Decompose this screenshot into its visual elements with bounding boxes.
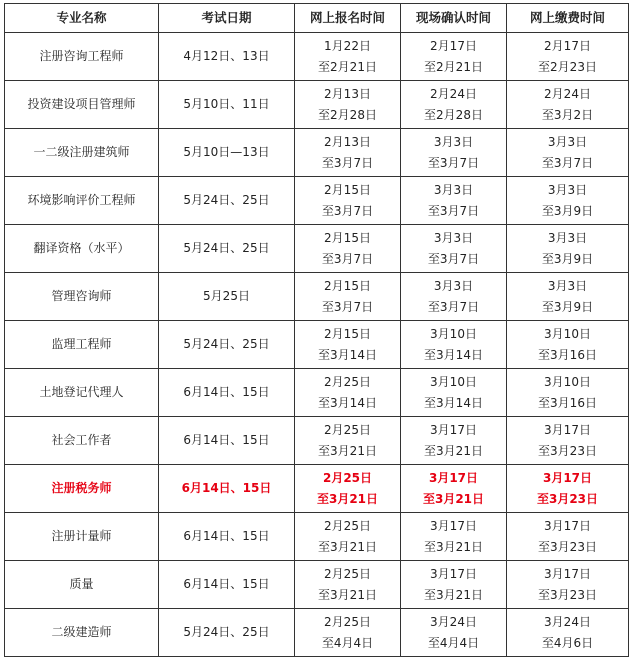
payment-period-end: 至3月16日	[538, 395, 597, 410]
exam-date: 6月14日、15日	[159, 369, 295, 417]
payment-period-end: 至3月9日	[541, 299, 594, 314]
registration-period	[295, 321, 401, 369]
confirmation-period-end: 至3月7日	[427, 155, 480, 170]
exam-date: 5月24日、25日	[159, 321, 295, 369]
payment-period-start: 3月3日	[547, 182, 588, 197]
registration-period-end: 至3月21日	[318, 587, 377, 602]
confirmation-period	[401, 321, 507, 369]
payment-period-end: 至3月23日	[538, 587, 597, 602]
profession-name: 管理咨询师	[5, 273, 159, 321]
payment-period	[507, 513, 629, 561]
registration-period-start: 1月22日	[324, 38, 371, 53]
registration-period-end: 至3月14日	[318, 347, 377, 362]
profession-name: 注册咨询工程师	[5, 33, 159, 81]
header-profession: 专业名称	[5, 4, 159, 33]
header-exam-date: 考试日期	[159, 4, 295, 33]
confirmation-period-end: 至3月14日	[424, 395, 483, 410]
table-row	[5, 369, 629, 417]
profession-name: 注册税务师	[5, 465, 159, 513]
registration-period-start: 2月25日	[324, 566, 371, 581]
payment-period	[507, 225, 629, 273]
payment-period-end: 至3月23日	[538, 443, 597, 458]
payment-period-start: 3月17日	[544, 518, 591, 533]
table-body	[5, 33, 629, 657]
profession-name: 二级建造师	[5, 609, 159, 657]
confirmation-period-start: 2月24日	[430, 86, 477, 101]
payment-period-start: 3月3日	[547, 134, 588, 149]
payment-period-end: 至3月23日	[538, 539, 597, 554]
profession-name: 注册计量师	[5, 513, 159, 561]
registration-period-start: 2月25日	[324, 518, 371, 533]
confirmation-period-end: 至3月7日	[427, 203, 480, 218]
payment-period-start: 2月24日	[544, 86, 591, 101]
registration-period-end: 至3月7日	[321, 155, 374, 170]
table-row	[5, 417, 629, 465]
payment-period-end: 至3月9日	[541, 203, 594, 218]
profession-name: 社会工作者	[5, 417, 159, 465]
exam-date: 5月24日、25日	[159, 177, 295, 225]
confirmation-period	[401, 33, 507, 81]
exam-schedule-table	[4, 3, 629, 657]
confirmation-period-start: 3月24日	[430, 614, 477, 629]
table-header-row	[5, 4, 629, 33]
confirmation-period-start: 3月17日	[430, 422, 477, 437]
registration-period	[295, 417, 401, 465]
confirmation-period	[401, 465, 507, 513]
confirmation-period	[401, 177, 507, 225]
exam-date: 6月14日、15日	[159, 513, 295, 561]
registration-period-end: 至3月21日	[318, 539, 377, 554]
payment-period-start: 2月17日	[544, 38, 591, 53]
confirmation-period	[401, 609, 507, 657]
payment-period	[507, 561, 629, 609]
confirmation-period-start: 3月3日	[433, 278, 474, 293]
payment-period	[507, 609, 629, 657]
exam-date: 5月24日、25日	[159, 225, 295, 273]
payment-period-start: 3月3日	[547, 230, 588, 245]
confirmation-period-end: 至3月21日	[424, 443, 483, 458]
table-row	[5, 273, 629, 321]
payment-period	[507, 129, 629, 177]
registration-period	[295, 129, 401, 177]
registration-period-start: 2月25日	[322, 470, 373, 485]
confirmation-period	[401, 513, 507, 561]
table-row	[5, 513, 629, 561]
confirmation-period-end: 至3月14日	[424, 347, 483, 362]
header-online-payment: 网上缴费时间	[507, 4, 629, 33]
registration-period	[295, 273, 401, 321]
payment-period	[507, 33, 629, 81]
table-row	[5, 129, 629, 177]
payment-period-end: 至3月7日	[541, 155, 594, 170]
registration-period-start: 2月15日	[324, 278, 371, 293]
profession-name: 一二级注册建筑师	[5, 129, 159, 177]
payment-period	[507, 321, 629, 369]
confirmation-period	[401, 417, 507, 465]
table-row	[5, 321, 629, 369]
profession-name: 翻译资格（水平）	[5, 225, 159, 273]
confirmation-period-start: 3月10日	[430, 326, 477, 341]
registration-period-start: 2月13日	[324, 134, 371, 149]
confirmation-period	[401, 561, 507, 609]
exam-date: 5月10日、11日	[159, 81, 295, 129]
confirmation-period-start: 2月17日	[430, 38, 477, 53]
payment-period	[507, 369, 629, 417]
registration-period-end: 至2月28日	[318, 107, 377, 122]
registration-period-end: 至3月14日	[318, 395, 377, 410]
registration-period	[295, 561, 401, 609]
confirmation-period-end: 至4月4日	[427, 635, 480, 650]
registration-period	[295, 369, 401, 417]
confirmation-period-start: 3月3日	[433, 230, 474, 245]
registration-period-end: 至3月21日	[318, 443, 377, 458]
payment-period-start: 3月10日	[544, 374, 591, 389]
confirmation-period	[401, 81, 507, 129]
registration-period-end: 至2月21日	[318, 59, 377, 74]
confirmation-period-end: 至2月21日	[424, 59, 483, 74]
payment-period-start: 3月17日	[544, 422, 591, 437]
header-onsite-confirmation: 现场确认时间	[401, 4, 507, 33]
confirmation-period-end: 至3月7日	[427, 251, 480, 266]
registration-period-end: 至4月4日	[321, 635, 374, 650]
confirmation-period-end: 至3月7日	[427, 299, 480, 314]
registration-period-start: 2月15日	[324, 230, 371, 245]
exam-date: 6月14日、15日	[159, 561, 295, 609]
confirmation-period-start: 3月10日	[430, 374, 477, 389]
payment-period	[507, 465, 629, 513]
payment-period	[507, 177, 629, 225]
confirmation-period-start: 3月17日	[430, 518, 477, 533]
exam-date: 4月12日、13日	[159, 33, 295, 81]
payment-period	[507, 417, 629, 465]
confirmation-period-start: 3月3日	[433, 134, 474, 149]
confirmation-period-end: 至3月21日	[424, 587, 483, 602]
profession-name: 监理工程师	[5, 321, 159, 369]
registration-period	[295, 225, 401, 273]
registration-period-start: 2月25日	[324, 614, 371, 629]
registration-period-end: 至3月21日	[316, 491, 379, 506]
confirmation-period	[401, 369, 507, 417]
exam-date: 6月14日、15日	[159, 465, 295, 513]
payment-period	[507, 81, 629, 129]
registration-period	[295, 33, 401, 81]
confirmation-period-end: 至3月21日	[424, 539, 483, 554]
profession-name: 土地登记代理人	[5, 369, 159, 417]
payment-period-end: 至3月2日	[541, 107, 594, 122]
exam-date: 5月25日	[159, 273, 295, 321]
registration-period	[295, 609, 401, 657]
profession-name: 投资建设项目管理师	[5, 81, 159, 129]
header-online-registration: 网上报名时间	[295, 4, 401, 33]
payment-period-start: 3月3日	[547, 278, 588, 293]
table-row	[5, 609, 629, 657]
payment-period-start: 3月17日	[544, 566, 591, 581]
registration-period	[295, 81, 401, 129]
profession-name: 质量	[5, 561, 159, 609]
table-row	[5, 33, 629, 81]
exam-date: 5月24日、25日	[159, 609, 295, 657]
payment-period-start: 3月24日	[544, 614, 591, 629]
registration-period-start: 2月15日	[324, 182, 371, 197]
payment-period	[507, 273, 629, 321]
registration-period	[295, 513, 401, 561]
payment-period-end: 至2月23日	[538, 59, 597, 74]
confirmation-period	[401, 225, 507, 273]
payment-period-start: 3月17日	[542, 470, 593, 485]
payment-period-end: 至3月23日	[536, 491, 599, 506]
confirmation-period-end: 至2月28日	[424, 107, 483, 122]
table-row	[5, 561, 629, 609]
confirmation-period	[401, 129, 507, 177]
profession-name: 环境影响评价工程师	[5, 177, 159, 225]
exam-date: 6月14日、15日	[159, 417, 295, 465]
confirmation-period-start: 3月3日	[433, 182, 474, 197]
payment-period-end: 至4月6日	[541, 635, 594, 650]
payment-period-end: 至3月9日	[541, 251, 594, 266]
confirmation-period	[401, 273, 507, 321]
registration-period-start: 2月25日	[324, 422, 371, 437]
payment-period-end: 至3月16日	[538, 347, 597, 362]
registration-period-start: 2月15日	[324, 326, 371, 341]
registration-period-end: 至3月7日	[321, 203, 374, 218]
registration-period	[295, 177, 401, 225]
table-row	[5, 177, 629, 225]
registration-period-start: 2月13日	[324, 86, 371, 101]
table-row	[5, 465, 629, 513]
payment-period-start: 3月10日	[544, 326, 591, 341]
table-row	[5, 81, 629, 129]
table-row	[5, 225, 629, 273]
registration-period-end: 至3月7日	[321, 299, 374, 314]
registration-period-end: 至3月7日	[321, 251, 374, 266]
registration-period-start: 2月25日	[324, 374, 371, 389]
registration-period	[295, 465, 401, 513]
exam-date: 5月10日—13日	[159, 129, 295, 177]
confirmation-period-start: 3月17日	[430, 566, 477, 581]
confirmation-period-start: 3月17日	[428, 470, 479, 485]
confirmation-period-end: 至3月21日	[422, 491, 485, 506]
